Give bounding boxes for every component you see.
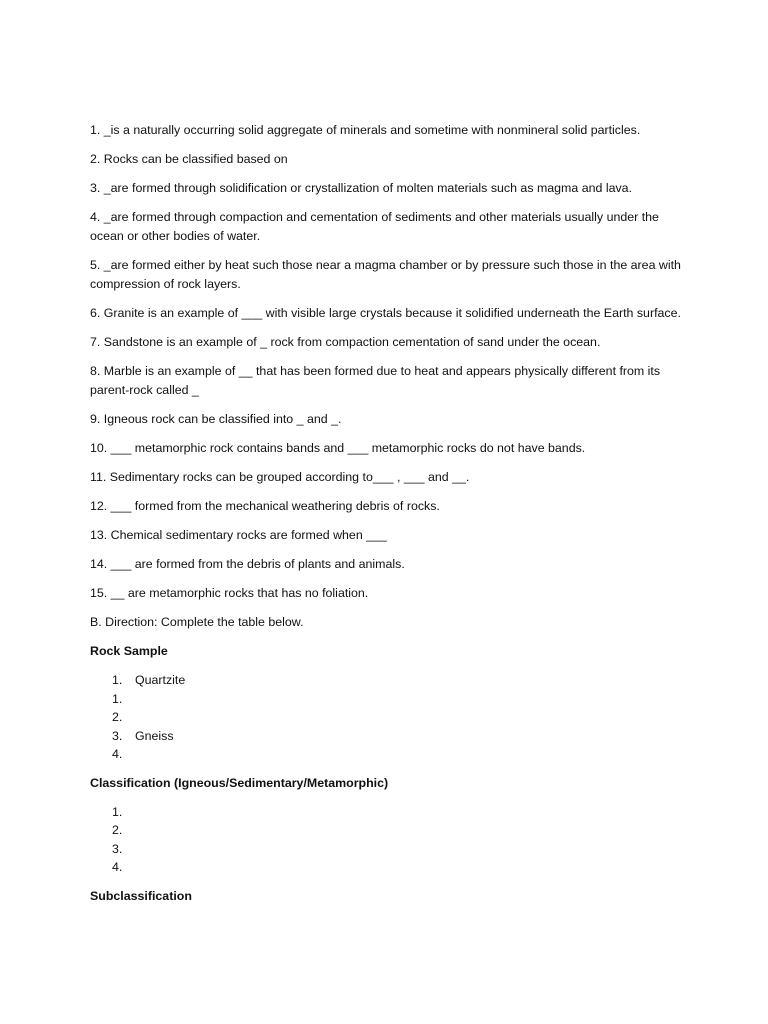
question-9: 9. Igneous rock can be classified into _ and _. <box>90 412 342 426</box>
question-8: 8. Marble is an example of __ that has been formed due to heat and appears physically different from its parent-rock called _ <box>90 364 661 397</box>
list-item <box>112 690 690 709</box>
list-number: 3. <box>112 841 123 856</box>
list-text: Quartzite <box>135 673 186 687</box>
question-3: 3. _are formed through solidification or crystallization of molten materials such as magma and lava. <box>90 181 633 195</box>
list-item <box>112 727 690 746</box>
list-number: 1. <box>112 804 123 819</box>
list-number: 4. <box>112 860 123 874</box>
classification-list <box>90 803 690 877</box>
list-item <box>112 671 690 690</box>
document-page <box>90 121 690 916</box>
list-number: 1. <box>112 691 123 706</box>
classification-heading: Classification (Igneous/Sedimentary/Metamorphic) <box>90 775 389 790</box>
rock-sample-list <box>90 671 690 764</box>
question-6: 6. Granite is an example of ___ with visible large crystals because it solidified underneath the Earth surface. <box>90 306 681 320</box>
list-text: Gneiss <box>135 728 174 743</box>
question-2: 2. Rocks can be classified based on <box>90 152 288 166</box>
list-number: 3. <box>112 728 123 743</box>
question-14: 14. ___ are formed from the debris of plants and animals. <box>90 557 405 571</box>
question-11: 11. Sedimentary rocks can be grouped according to___ , ___ and __. <box>90 470 470 484</box>
list-number: 1. <box>112 673 123 687</box>
subclassification-heading: Subclassification <box>90 888 192 903</box>
question-7: 7. Sandstone is an example of _ rock from compaction cementation of sand under the ocean. <box>90 335 601 349</box>
list-item <box>112 840 690 859</box>
question-5: 5. _are formed either by heat such those near a magma chamber or by pressure such those in the area with compression of rock layers. <box>90 258 681 291</box>
rock-sample-heading: Rock Sample <box>90 644 168 658</box>
list-number: 2. <box>112 823 123 837</box>
list-item <box>112 708 690 727</box>
question-15: 15. __ are metamorphic rocks that has no foliation. <box>90 586 369 600</box>
question-12: 12. ___ formed from the mechanical weathering debris of rocks. <box>90 499 440 513</box>
list-item <box>112 821 690 840</box>
list-item <box>112 803 690 822</box>
list-item <box>112 858 690 877</box>
list-item <box>112 745 690 764</box>
list-number: 4. <box>112 747 123 761</box>
direction-text: B. Direction: Complete the table below. <box>90 615 304 629</box>
question-4: 4. _are formed through compaction and cementation of sediments and other materials usually under the ocean or other bodies of water. <box>90 210 659 243</box>
question-10: 10. ___ metamorphic rock contains bands and ___ metamorphic rocks do not have bands. <box>90 441 586 455</box>
question-1: 1. _is a naturally occurring solid aggregate of minerals and sometime with nonmineral solid particles. <box>90 123 641 137</box>
list-number: 2. <box>112 710 123 724</box>
question-13: 13. Chemical sedimentary rocks are formed when ___ <box>90 528 387 542</box>
